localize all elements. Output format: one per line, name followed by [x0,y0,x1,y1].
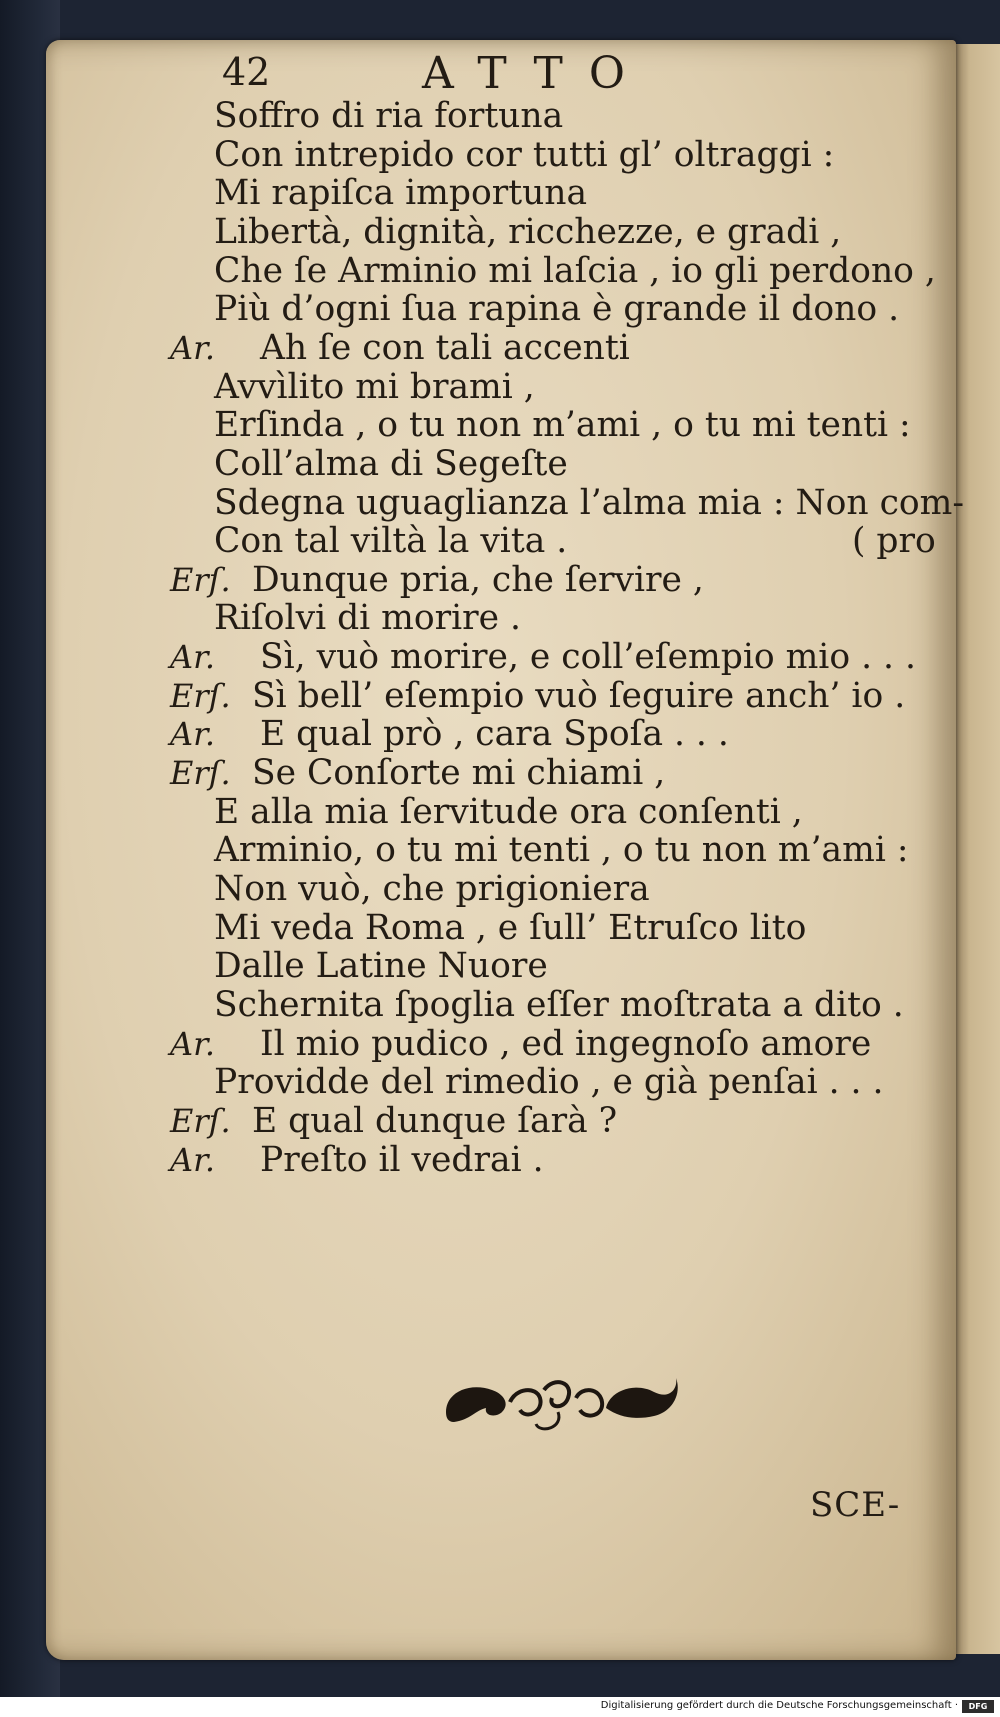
catchword: SCE- [810,1485,901,1525]
verse-line: Sì bell’ eſempio vuò ſeguire anch’ io . [252,675,906,716]
verse-line: E qual prò , cara Spoſa . . . [260,714,729,755]
verse-line: Avvìlito mi brami , [214,366,535,407]
page-number: 42 [222,50,271,94]
verse-line: Sdegna uguaglianza l’alma mia : Non com- [214,482,965,523]
verse-line: Riſolvi di morire . [214,598,522,639]
verse-line: Ah ſe con tali accenti [260,327,630,368]
verse-line: Soffro di ria fortuna [214,96,564,136]
speaker-label: Erſ. [170,560,231,599]
speaker-label: Erſ. [170,754,231,793]
verse-line: Con tal viltà la vita . [214,521,568,562]
verse-line: Se Conſorte mi chiami , [252,753,666,794]
speaker-label: Erſ. [170,676,231,715]
verse-line: Mi rapiſca importuna [214,173,588,214]
speaker-label: Ar. [170,715,216,754]
speaker-label: Erſ. [170,1101,231,1140]
printers-ornament-icon [440,1368,684,1438]
verse-line: Schernita ſpoglia eſſer moſtrata a dito . [214,984,904,1025]
verse-line: Non vuò, che prigioniera [214,869,650,909]
verse-line: Che ſe Arminio mi laſcia , io gli perdono , [214,250,936,291]
verse-line: Il mio pudico , ed ingegnoſo amore [260,1023,872,1064]
verse-line: Sì, vuò morire, e coll’eſempio mio . . . [260,637,916,678]
verse-line: Con intrepido cor tutti gl’ oltraggi : [214,134,835,175]
adjacent-page-edge [950,44,1000,1654]
verse-line: Dunque pria, che ſervire , [252,559,704,600]
verse-line: E qual dunque ſarà ? [252,1100,618,1141]
verse-line: Preſto il vedrai . [260,1139,544,1180]
speaker-label: Ar. [170,638,216,677]
verse-line: Dalle Latine Nuore [214,946,548,987]
verse-line: Erſinda , o tu non m’ami , o tu mi tenti : [214,405,911,446]
dfg-logo: DFG [962,1700,994,1713]
verse-line: Mi veda Roma , e ſull’ Etruſco lito [214,907,807,948]
verse-line: Coll’alma di Segeſte [214,443,568,484]
verse-line: Providde del rimedio , e già penſai . . . [214,1062,884,1103]
running-head: ATTO [422,48,651,99]
turnover-text: ( pro [852,521,936,562]
verse-line: Arminio, o tu mi tenti , o tu non m’ami : [214,830,909,871]
verse-line: Più d’ogni ſua rapina è grande il dono . [214,289,900,330]
digitization-credit: Digitalisierung gefördert durch die Deutsche Forschungsgemeinschaft · [600,1700,958,1711]
verse-line: Libertà, dignità, ricchezze, e gradi , [214,211,842,252]
verse-line: E alla mia ſervitude ora conſenti , [214,791,803,832]
speaker-label: Ar. [170,1024,216,1063]
speaker-label: Ar. [170,328,216,367]
speaker-label: Ar. [170,1140,216,1179]
